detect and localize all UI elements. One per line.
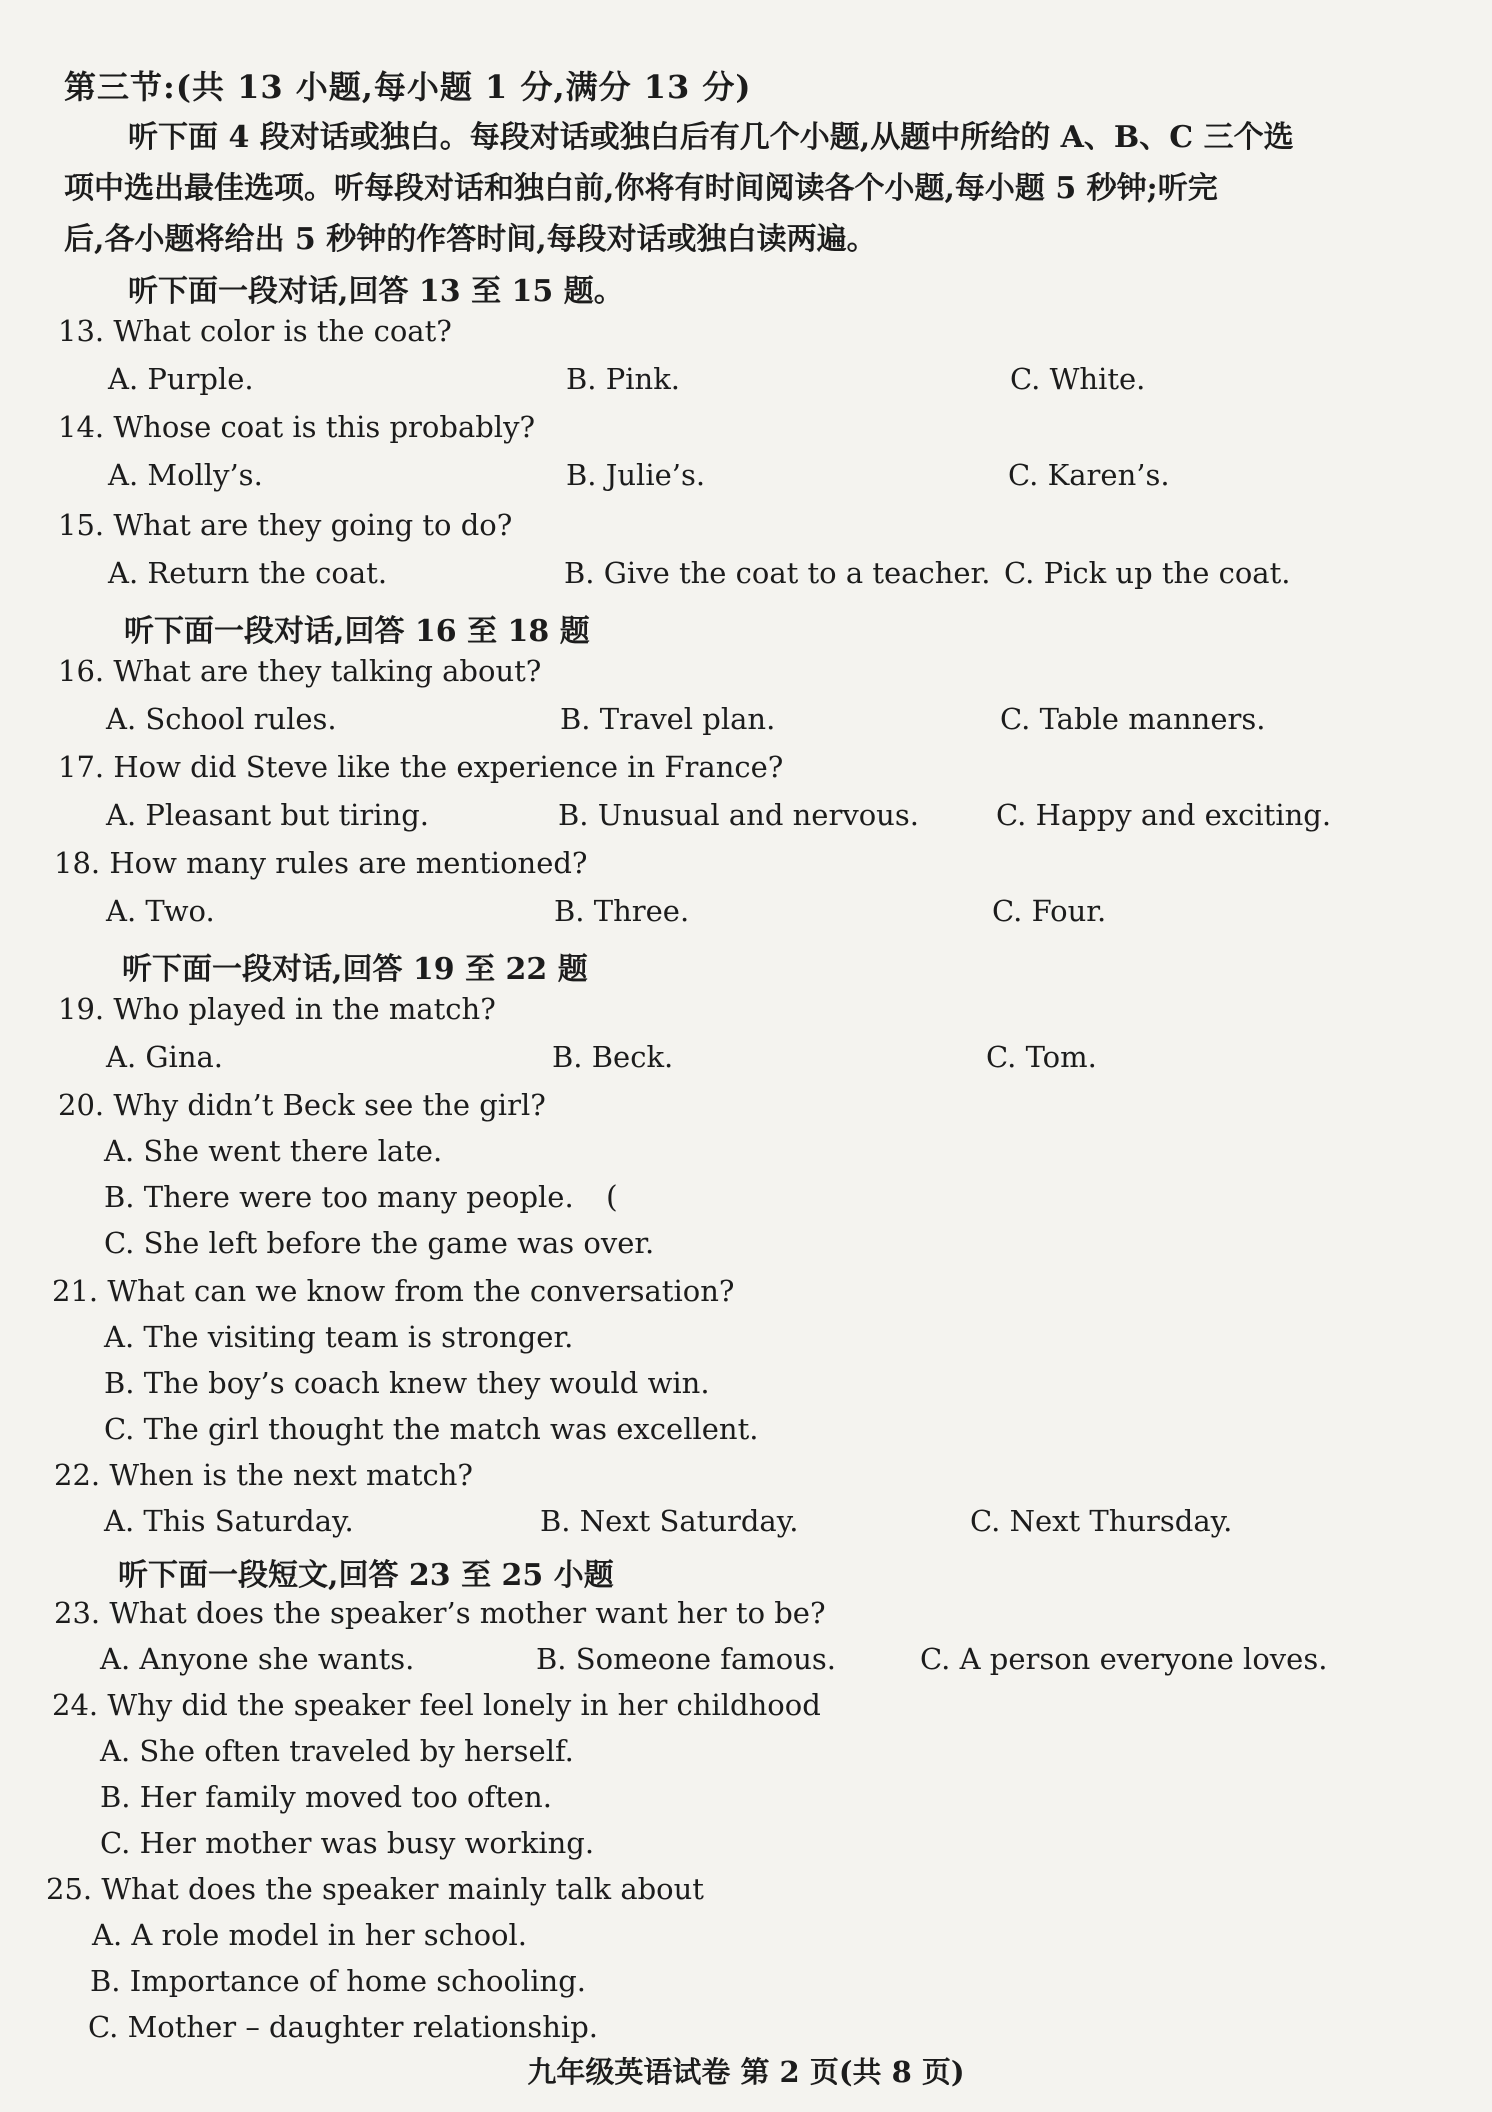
instruction-line-3: 后,各小题将给出 5 秒钟的作答时间,每段对话或独白读两遍。 xyxy=(64,222,877,257)
q15-option-a: A. Return the coat. xyxy=(108,556,388,590)
dialogue-3-heading: 听下面一段对话,回答 19 至 22 题 xyxy=(122,952,588,987)
question-22: 22. When is the next match? xyxy=(54,1458,473,1492)
q19-option-b: B. Beck. xyxy=(552,1040,674,1074)
q24-option-b: B. Her family moved too often. xyxy=(100,1780,552,1814)
q25-option-a: A. A role model in her school. xyxy=(92,1918,527,1952)
q13-option-a: A. Purple. xyxy=(108,362,254,396)
q25-option-c: C. Mother – daughter relationship. xyxy=(88,2010,598,2044)
q16-option-b: B. Travel plan. xyxy=(560,702,776,736)
q20-option-a: A. She went there late. xyxy=(104,1134,443,1168)
section-heading: 第三节:(共 13 小题,每小题 1 分,满分 13 分) xyxy=(64,68,752,106)
q16-option-a: A. School rules. xyxy=(106,702,337,736)
q22-option-b: B. Next Saturday. xyxy=(540,1504,799,1538)
instruction-line-2: 项中选出最佳选项。听每段对话和独白前,你将有时间阅读各个小题,每小题 5 秒钟;听完 xyxy=(64,171,1218,206)
q21-option-b: B. The boy’s coach knew they would win. xyxy=(104,1366,710,1400)
q20-option-b: B. There were too many people. xyxy=(104,1180,574,1214)
question-23: 23. What does the speaker’s mother want her to be? xyxy=(54,1596,826,1630)
question-18: 18. How many rules are mentioned? xyxy=(54,846,588,880)
q23-option-a: A. Anyone she wants. xyxy=(100,1642,415,1676)
monologue-heading: 听下面一段短文,回答 23 至 25 小题 xyxy=(118,1558,614,1593)
question-25: 25. What does the speaker mainly talk about xyxy=(46,1872,704,1906)
q13-option-c: C. White. xyxy=(1010,362,1146,396)
q14-option-b: B. Julie’s. xyxy=(566,458,706,492)
instruction-line-1: 听下面 4 段对话或独白。每段对话或独白后有几个小题,从题中所给的 A、B、C 三个选 xyxy=(128,120,1294,155)
q25-option-b: B. Importance of home schooling. xyxy=(90,1964,586,1998)
q19-option-c: C. Tom. xyxy=(986,1040,1097,1074)
q23-option-b: B. Someone famous. xyxy=(536,1642,837,1676)
q17-option-b: B. Unusual and nervous. xyxy=(558,798,919,832)
q13-option-b: B. Pink. xyxy=(566,362,681,396)
q15-option-c: C. Pick up the coat. xyxy=(1004,556,1291,590)
q19-option-a: A. Gina. xyxy=(106,1040,224,1074)
question-13: 13. What color is the coat? xyxy=(58,314,452,348)
q16-option-c: C. Table manners. xyxy=(1000,702,1266,736)
q20-option-c: C. She left before the game was over. xyxy=(104,1226,655,1260)
q21-option-a: A. The visiting team is stronger. xyxy=(104,1320,574,1354)
q21-option-c: C. The girl thought the match was excellent. xyxy=(104,1412,759,1446)
question-20: 20. Why didn’t Beck see the girl? xyxy=(58,1088,546,1122)
listening-instructions xyxy=(64,112,1384,265)
question-15: 15. What are they going to do? xyxy=(58,508,513,542)
q17-option-a: A. Pleasant but tiring. xyxy=(106,798,429,832)
stray-parenthesis: ( xyxy=(606,1180,618,1215)
q24-option-a: A. She often traveled by herself. xyxy=(100,1734,574,1768)
q23-option-c: C. A person everyone loves. xyxy=(920,1642,1328,1676)
question-14: 14. Whose coat is this probably? xyxy=(58,410,535,444)
q15-option-b: B. Give the coat to a teacher. xyxy=(564,556,991,590)
question-16: 16. What are they talking about? xyxy=(58,654,542,688)
question-21: 21. What can we know from the conversation? xyxy=(52,1274,735,1308)
q14-option-a: A. Molly’s. xyxy=(108,458,263,492)
q22-option-a: A. This Saturday. xyxy=(104,1504,354,1538)
question-19: 19. Who played in the match? xyxy=(58,992,496,1026)
page-footer: 九年级英语试卷 第 2 页(共 8 页) xyxy=(527,2055,965,2089)
q14-option-c: C. Karen’s. xyxy=(1008,458,1170,492)
q18-option-b: B. Three. xyxy=(554,894,690,928)
dialogue-2-heading: 听下面一段对话,回答 16 至 18 题 xyxy=(124,614,590,649)
question-24: 24. Why did the speaker feel lonely in her childhood xyxy=(52,1688,821,1722)
question-17: 17. How did Steve like the experience in France? xyxy=(58,750,784,784)
q18-option-a: A. Two. xyxy=(106,894,215,928)
q18-option-c: C. Four. xyxy=(992,894,1107,928)
q24-option-c: C. Her mother was busy working. xyxy=(100,1826,595,1860)
q22-option-c: C. Next Thursday. xyxy=(970,1504,1233,1538)
q17-option-c: C. Happy and exciting. xyxy=(996,798,1332,832)
dialogue-1-heading: 听下面一段对话,回答 13 至 15 题。 xyxy=(128,274,624,309)
